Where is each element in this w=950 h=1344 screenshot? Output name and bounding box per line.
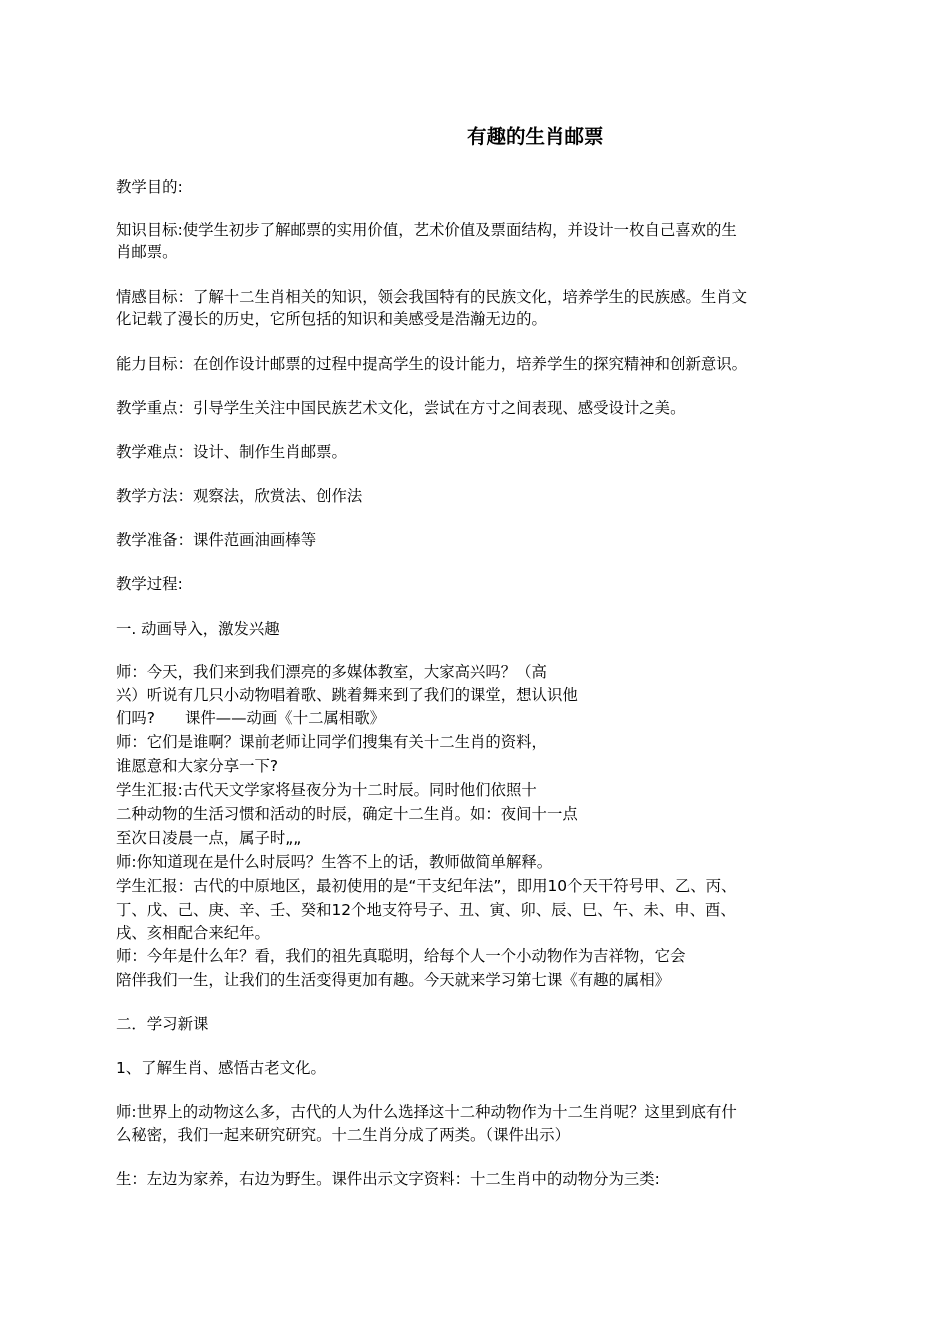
document-title: 有趣的生肖邮票 — [467, 125, 604, 148]
dialogue-line: 兴）听说有几只小动物唱着歌、跳着舞来到了我们的课堂，想认识他 — [116, 686, 578, 704]
paragraph-process: 教学过程: — [116, 575, 183, 593]
paragraph-method: 教学方法：观察法，欣赏法、创作法 — [116, 487, 363, 505]
dialogue-line: 师：今天，我们来到我们漂亮的多媒体教室，大家高兴吗？（高 — [116, 663, 547, 681]
paragraph-knowledge-goal-cont: 肖邮票。 — [116, 243, 178, 261]
paragraph-difficulty: 教学难点：设计、制作生肖邮票。 — [116, 443, 347, 461]
paragraph-teaching-purpose: 教学目的: — [116, 178, 183, 196]
dialogue-line: 师：今年是什么年？看，我们的祖先真聪明，给每个人一个小动物作为吉祥物，它会 — [116, 947, 686, 965]
section-heading-1: 一. 动画导入，激发兴趣 — [116, 620, 280, 638]
paragraph-student: 生：左边为家养，右边为野生。课件出示文字资料：十二生肖中的动物分为三类: — [116, 1170, 660, 1188]
subsection-heading: 1、了解生肖、感悟古老文化。 — [116, 1059, 326, 1077]
dialogue-line: 丁、戊、己、庚、辛、壬、癸和12个地支符号子、丑、寅、卯、辰、巳、午、未、申、酉、 — [116, 901, 736, 919]
dialogue-line: 学生汇报：古代的中原地区，最初使用的是“干支纪年法”，即用10个天干符号甲、乙、丙、 — [116, 877, 737, 895]
paragraph-teacher-cont: 么秘密，我们一起来研究研究。十二生肖分成了两类。（课件出示） — [116, 1126, 571, 1144]
dialogue-line: 陪伴我们一生，让我们的生活变得更加有趣。今天就来学习第七课《有趣的属相》 — [116, 971, 671, 989]
dialogue-line — [116, 707, 385, 729]
dialogue-line-part: 们吗? — [116, 709, 155, 727]
dialogue-line: 戌、亥相配合来纪年。 — [116, 924, 270, 942]
dialogue-line: 师：它们是谁啊？课前老师让同学们搜集有关十二生肖的资料， — [116, 733, 547, 751]
paragraph-emotion-goal-cont: 化记载了漫长的历史，它所包括的知识和美感受是浩瀚无边的。 — [116, 310, 547, 328]
dialogue-line: 学生汇报:古代天文学家将昼夜分为十二时辰。同时他们依照十 — [116, 781, 537, 799]
paragraph-key-point: 教学重点：引导学生关注中国民族艺术文化，尝试在方寸之间表现、感受设计之美。 — [116, 399, 686, 417]
dialogue-line: 谁愿意和大家分享一下? — [116, 757, 279, 775]
paragraph-emotion-goal: 情感目标：了解十二生肖相关的知识，领会我国特有的民族文化，培养学生的民族感。生肖文 — [116, 288, 748, 306]
section-heading-2: 二．学习新课 — [116, 1015, 209, 1033]
dialogue-line: 至次日凌晨一点，属子时„„ — [116, 829, 302, 847]
dialogue-line: 二种动物的生活习惯和活动的时辰，确定十二生肖。如：夜间十一点 — [116, 805, 578, 823]
courseware-note: 课件——动画《十二属相歌》 — [184, 709, 386, 727]
paragraph-teacher: 师:世界上的动物这么多，古代的人为什么选择这十二种动物作为十二生肖呢？这里到底有什 — [116, 1103, 737, 1121]
dialogue-line: 师:你知道现在是什么时辰吗？生答不上的话，教师做简单解释。 — [116, 853, 553, 871]
paragraph-preparation: 教学准备：课件范画油画棒等 — [116, 531, 317, 549]
paragraph-knowledge-goal: 知识目标:使学生初步了解邮票的实用价值，艺术价值及票面结构，并设计一枚自己喜欢的生 — [116, 221, 737, 239]
paragraph-ability-goal: 能力目标：在创作设计邮票的过程中提高学生的设计能力，培养学生的探究精神和创新意识。 — [116, 355, 748, 373]
